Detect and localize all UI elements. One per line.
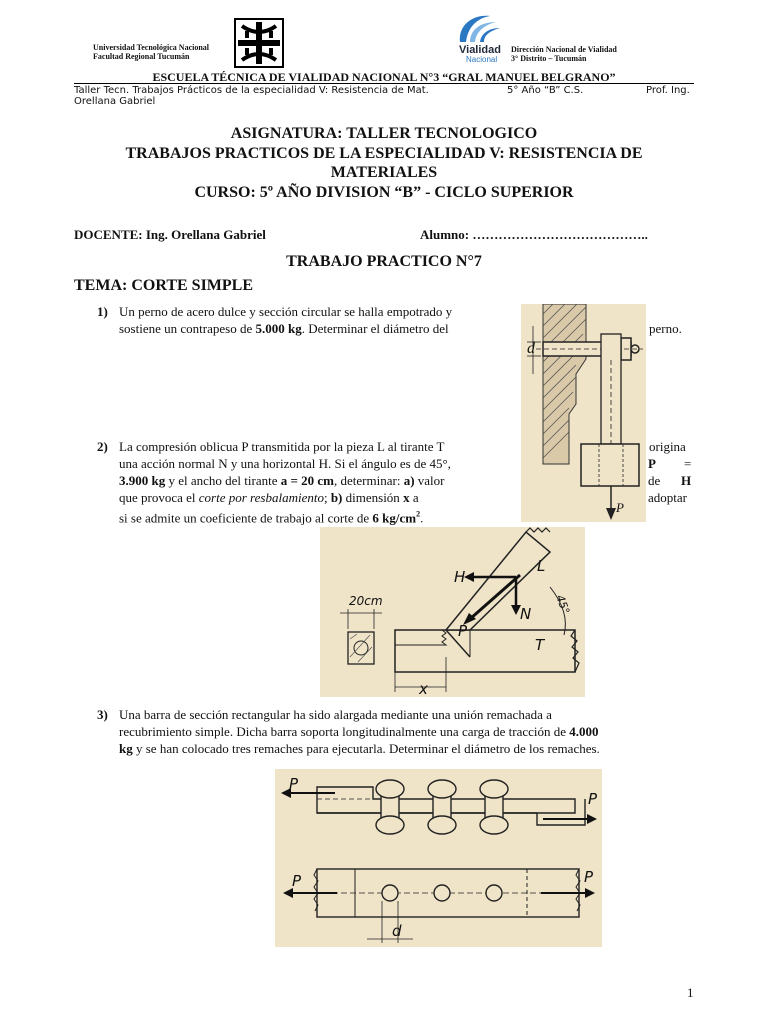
p1-weight: 5.000 kg bbox=[255, 321, 302, 336]
p2-load: 3.900 kg bbox=[119, 473, 166, 488]
vialidad-sub: Nacional bbox=[466, 55, 498, 64]
p2-stress: 6 kg/cm bbox=[372, 510, 417, 526]
p2-l3c: valor bbox=[414, 473, 445, 488]
problem-1-text bbox=[97, 303, 519, 337]
header-dnv bbox=[511, 45, 617, 63]
problem-3-line1: Una barra de sección rectangular ha sido alargada mediante una unión remachada a bbox=[119, 707, 552, 722]
problem-2-line2-p: P bbox=[648, 456, 656, 471]
p2-l3b: , determinar: bbox=[334, 473, 404, 488]
problem-2-text bbox=[97, 438, 519, 526]
p2-italic: corte por resbalamiento bbox=[198, 490, 324, 505]
fig3-d-label: d bbox=[392, 922, 402, 940]
p1-text-b: sostiene un contrapeso de bbox=[119, 321, 256, 336]
problem-2-line4-end: adoptar bbox=[648, 490, 687, 505]
problem-2-number: 2) bbox=[97, 439, 108, 454]
p2-l4c: dimensión bbox=[342, 490, 404, 505]
figure-bolt-counterweight bbox=[521, 304, 646, 522]
utn-logo bbox=[234, 18, 284, 68]
subheader-name: Orellana Gabriel bbox=[74, 96, 156, 107]
p2-l3: y el ancho del tirante bbox=[165, 473, 281, 488]
docente-label: DOCENTE: Ing. Orellana Gabriel bbox=[74, 227, 266, 242]
vialidad-word: Vialidad bbox=[459, 44, 501, 56]
tp-number: TRABAJO PRACTICO N°7 bbox=[286, 253, 482, 270]
dnv-name: Dirección Nacional de Vialidad bbox=[511, 45, 617, 54]
subheader-course: 5° Año “B” C.S. bbox=[507, 85, 584, 96]
p2-b: b) bbox=[330, 490, 343, 505]
problem-2-line5 bbox=[119, 506, 519, 526]
fig2-20cm-label: 20cm bbox=[349, 594, 383, 608]
tema-heading: TEMA: CORTE SIMPLE bbox=[74, 277, 254, 294]
p2-l4: que provoca el bbox=[119, 490, 199, 505]
fig2-t-label: T bbox=[535, 636, 545, 654]
fig3-p-top-right: P bbox=[588, 790, 598, 808]
fig3-p-top-left: P bbox=[289, 775, 299, 793]
figure-riveted-joint bbox=[275, 769, 602, 947]
problem-3-text bbox=[97, 706, 693, 757]
problem-2-line4 bbox=[119, 489, 519, 506]
problem-1-line2 bbox=[119, 320, 519, 337]
p3-l3: y se han colocado tres remaches para ejecutarla. Determinar el diámetro de los remaches. bbox=[132, 741, 600, 756]
problem-2-line1-end: origina bbox=[649, 439, 686, 454]
p2-a: a) bbox=[403, 473, 415, 488]
problem-2-line3 bbox=[119, 472, 519, 489]
title-materials: MATERIALES bbox=[330, 164, 438, 181]
fig2-p-label: P bbox=[458, 622, 468, 640]
p2-l5-end: . bbox=[420, 510, 424, 526]
p2-x: x bbox=[403, 490, 410, 505]
problem-1-line1: Un perno de acero dulce y sección circular se halla empotrado y bbox=[119, 304, 453, 319]
fig2-x-label: x bbox=[419, 680, 428, 698]
p2-l4b: ; bbox=[323, 490, 331, 505]
p3-kg: kg bbox=[119, 741, 133, 756]
subheader-left: Taller Tecn. Trabajos Prácticos de la especialidad V: Resistencia de Mat. bbox=[74, 85, 429, 96]
fig2-angle-label: 45° bbox=[553, 593, 573, 616]
problem-2-line3-de: de bbox=[648, 473, 661, 488]
faculty-name: Facultad Regional Tucumán bbox=[93, 52, 190, 61]
title-subject: ASIGNATURA: TALLER TECNOLOGICO bbox=[230, 125, 538, 142]
page-number: 1 bbox=[687, 985, 694, 1000]
title-course: CURSO: 5º AÑO DIVISION “B” - CICLO SUPERIOR bbox=[194, 184, 574, 201]
title-tp: TRABAJOS PRACTICOS DE LA ESPECIALIDAD V: RESISTENCIA DE bbox=[125, 145, 643, 162]
p3-load: 4.000 bbox=[569, 724, 599, 739]
header-rule bbox=[74, 83, 694, 84]
problem-2-line3-h: H bbox=[681, 473, 692, 488]
problem-2-line2-eq: = bbox=[684, 456, 692, 471]
p2-width: a = 20 cm bbox=[280, 473, 335, 488]
fig1-p-label: P bbox=[616, 500, 624, 515]
subheader-prof: Prof. Ing. bbox=[646, 85, 690, 96]
p2-l4d: a bbox=[409, 490, 419, 505]
fig3-p-bottom-left: P bbox=[292, 872, 302, 890]
figure-oblique-compression bbox=[320, 527, 585, 697]
fig2-h-label: H bbox=[454, 568, 466, 586]
problem-3-number: 3) bbox=[97, 707, 108, 722]
problem-1-text-end: perno. bbox=[649, 321, 682, 336]
p2-l5: si se admite un coeficiente de trabajo al corte de bbox=[119, 510, 373, 526]
fig2-l-label: L bbox=[537, 557, 546, 575]
dnv-district: 3° Distrito – Tucumán bbox=[511, 54, 587, 63]
fig1-d-label: d bbox=[527, 340, 535, 357]
problem-3-line2 bbox=[119, 723, 693, 740]
header-university bbox=[93, 43, 209, 61]
university-name: Universidad Tecnológica Nacional bbox=[93, 43, 210, 52]
p2-sup: 2 bbox=[416, 510, 421, 519]
vialidad-logo-icon bbox=[456, 12, 502, 48]
problem-1-number: 1) bbox=[97, 304, 108, 319]
problem-2-line1: La compresión oblicua P transmitida por la pieza L al tirante T bbox=[119, 439, 445, 454]
problem-3-line3 bbox=[119, 740, 693, 757]
problem-2-line2: una acción normal N y una horizontal H. Si el ángulo es de 45°, bbox=[119, 456, 451, 471]
alumno-field[interactable]: Alumno: ………………………………….. bbox=[420, 227, 648, 242]
fig3-p-bottom-right: P bbox=[584, 868, 594, 886]
p1-text-b2: . Determinar el diámetro del bbox=[301, 321, 449, 336]
fig2-n-label: N bbox=[520, 605, 532, 623]
p3-l2: recubrimiento simple. Dicha barra soporta longitudinalmente una carga de tracción de bbox=[119, 724, 570, 739]
school-name: ESCUELA TÉCNICA DE VIALIDAD NACIONAL N°3 “GRAL MANUEL BELGRANO” bbox=[152, 70, 616, 84]
